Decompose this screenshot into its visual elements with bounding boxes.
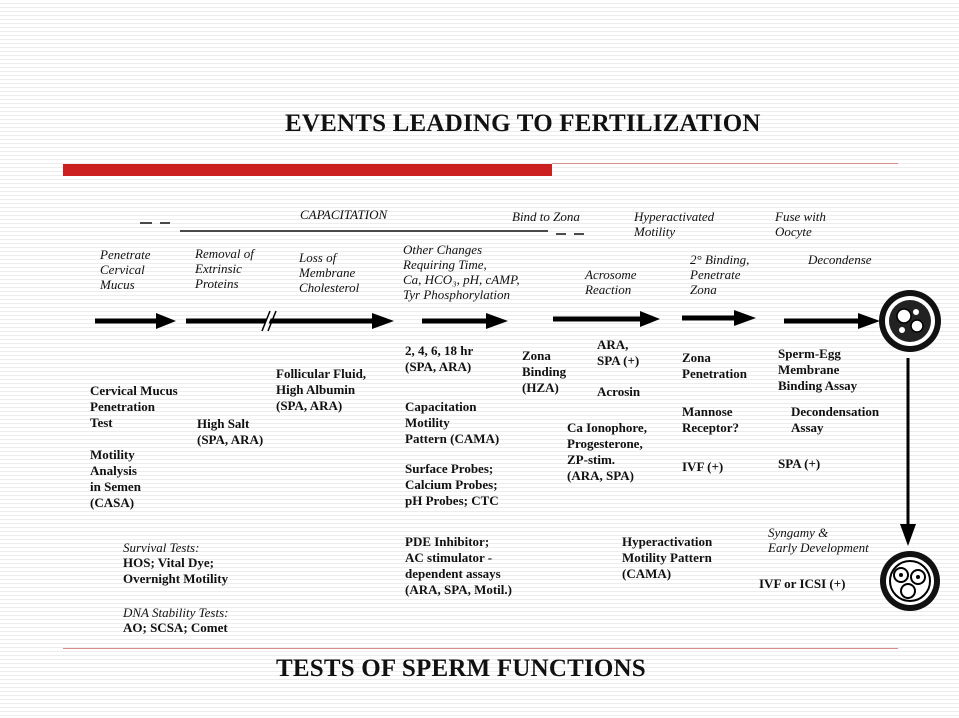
test-acrosin: Acrosin bbox=[597, 384, 641, 399]
test-ara-spa: ARA, SPA (+) bbox=[597, 337, 640, 368]
test-ivf: IVF (+) bbox=[682, 459, 724, 474]
label-bind-to-zona: Bind to Zona bbox=[512, 209, 580, 224]
label-penetrate-mucus: Penetrate Cervical Mucus bbox=[100, 247, 151, 292]
title-tests: TESTS OF SPERM FUNCTIONS bbox=[276, 655, 646, 682]
test-spa: SPA (+) bbox=[778, 456, 821, 471]
label-decondense: Decondense bbox=[808, 252, 872, 267]
label-capacitation: CAPACITATION bbox=[300, 207, 388, 222]
test-high-salt: High Salt (SPA, ARA) bbox=[197, 416, 264, 447]
capacitation-dashes bbox=[140, 223, 584, 234]
test-dna-stability: DNA Stability Tests: AO; SCSA; Comet bbox=[123, 605, 229, 635]
label-secondary-binding: 2° Binding, Penetrate Zona bbox=[690, 252, 750, 297]
label-hyperactivated: Hyperactivated Motility bbox=[634, 209, 715, 239]
test-follicular: Follicular Fluid, High Albumin (SPA, ARA) bbox=[276, 366, 367, 413]
test-mannose: Mannose Receptor? bbox=[682, 404, 740, 435]
test-hyperactivation: Hyperactivation Motility Pattern (CAMA) bbox=[622, 534, 713, 581]
test-cervical-mucus: Cervical Mucus Penetration Test bbox=[90, 383, 178, 430]
test-pde-inhibitor: PDE Inhibitor; AC stimulator - dependent assays (ARA, SPA, Motil.) bbox=[405, 534, 512, 597]
test-sperm-egg: Sperm-Egg Membrane Binding Assay bbox=[778, 346, 858, 393]
label-other-changes: Other Changes Requiring Time, Ca, HCO₃, pH, cAMP, Tyr Phosphorylation bbox=[403, 242, 520, 302]
oocyte-icon bbox=[879, 290, 941, 352]
title-events: EVENTS LEADING TO FERTILIZATION bbox=[285, 110, 761, 137]
test-zona-binding: Zona Binding (HZA) bbox=[522, 348, 567, 395]
label-syngamy: Syngamy & Early Development bbox=[768, 525, 869, 555]
label-acrosome-reaction: Acrosome Reaction bbox=[585, 267, 637, 297]
test-probes: Surface Probes; Calcium Probes; pH Probes; CTC bbox=[405, 461, 499, 508]
test-motility: Motility Analysis in Semen (CASA) bbox=[90, 447, 141, 510]
test-survival: Survival Tests: HOS; Vital Dye; Overnight Motility bbox=[123, 540, 229, 586]
test-decondensation: Decondensation Assay bbox=[791, 404, 880, 435]
label-removal-proteins: Removal of Extrinsic Proteins bbox=[195, 246, 254, 291]
embryo-icon bbox=[880, 551, 940, 611]
test-cama-capacitation: Capacitation Motility Pattern (CAMA) bbox=[405, 399, 500, 446]
test-ivf-icsi: IVF or ICSI (+) bbox=[759, 576, 846, 591]
test-ionophore: Ca Ionophore, Progesterone, ZP-stim. (ARA, SPA) bbox=[567, 420, 647, 483]
test-zona-penetration: Zona Penetration bbox=[682, 350, 747, 381]
label-loss-cholesterol: Loss of Membrane Cholesterol bbox=[299, 250, 360, 295]
label-fuse-with-oocyte: Fuse with Oocyte bbox=[775, 209, 826, 239]
test-time-course: 2, 4, 6, 18 hr (SPA, ARA) bbox=[405, 343, 474, 374]
